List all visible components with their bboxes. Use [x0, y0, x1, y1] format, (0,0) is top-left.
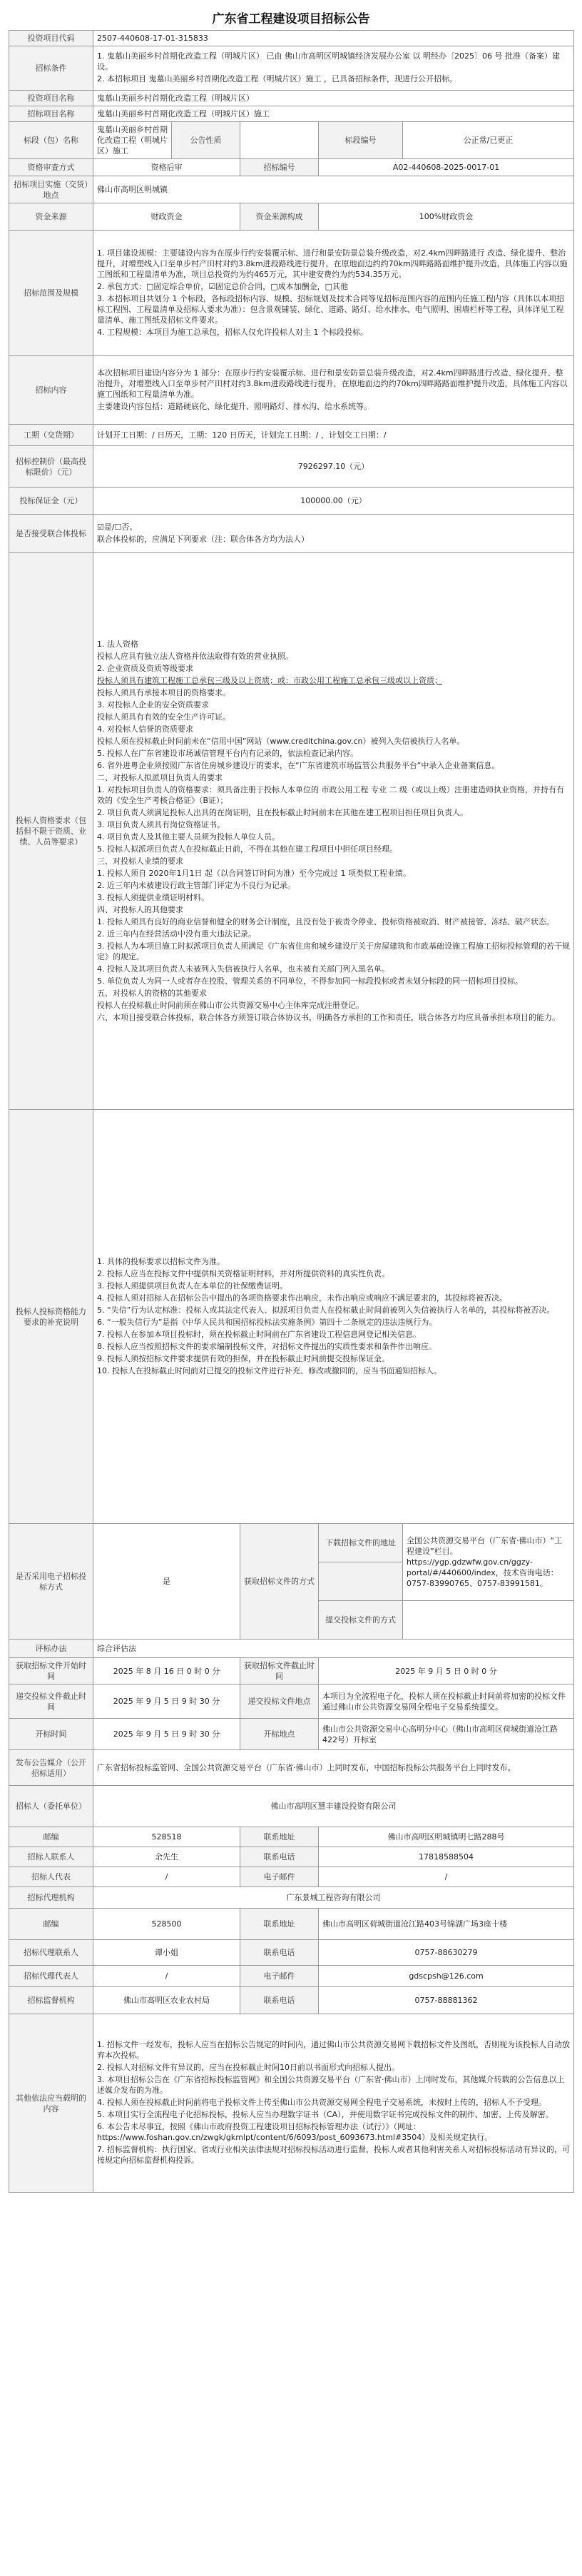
tenderer-zip-label: 邮编 — [9, 1827, 93, 1847]
qualification-line: 五、对投标人的资格的其他要求 — [97, 988, 207, 998]
tenderer-email-label: 电子邮件 — [240, 1867, 319, 1887]
row-tenderer-contact — [9, 1847, 574, 1867]
agency-rep: / — [93, 1966, 240, 1987]
bond-value: 100000.00（元） — [93, 488, 574, 515]
qualification-line: 投标人须具有有效的安全生产许可证。 — [97, 712, 230, 722]
qualification-line: 3. 项目负责人须具有岗位资格证书。 — [97, 819, 225, 829]
tender-project-name-label: 招标项目名称 — [9, 106, 93, 122]
bidding-conditions-label: 招标条件 — [9, 46, 93, 91]
qualification-line: 6. 省外进粤企业须按照广东省住房城乡建设厅的要求，在“广东省建筑市场监管公共服务平台”中录入企业备案信息。 — [97, 760, 500, 770]
qualification-line: 1. 对投标项目负责人的资格要求：须具备注册于投标人本单位的 市政公用工程 专业 二 级（或以上级）注册建造师执业资格，并持有有效的《安全生产考核合格证》（B证）； — [97, 784, 564, 805]
announce-type-value — [240, 122, 319, 159]
audit-value: 资格后审 — [93, 159, 240, 176]
agency-addr-label: 联系地址 — [240, 1909, 319, 1940]
funds-value: 财政资金 — [93, 203, 240, 231]
tenderer-addr-label: 联系地址 — [240, 1827, 319, 1847]
qualification-line: 投标人须具有承接本项目的资格要求。 — [97, 687, 230, 697]
e-bid-submit-label: 提交投标文件的方式 — [319, 1601, 403, 1640]
tender-content-label: 招标内容 — [9, 356, 93, 425]
row-bond — [9, 488, 574, 515]
row-max-price — [9, 446, 574, 488]
location-label: 招标项目实施（交货）地点 — [9, 176, 93, 203]
agency-email-label: 电子邮件 — [240, 1966, 319, 1987]
funds-ratio-label: 资金来源构成 — [240, 203, 319, 231]
row-other — [9, 2014, 574, 2193]
bidding-conditions-value — [93, 46, 574, 91]
row-submit-time — [9, 1684, 574, 1719]
capability-line: 10. 投标人在投标截止时间前对已提交的投标文件进行补充、修改或撤回的，应当书面通知招标人。 — [97, 1365, 441, 1375]
funds-ratio-value: 100%财政资金 — [319, 203, 574, 231]
announce-type-label: 公告性质 — [172, 122, 240, 159]
qualification-label: 投标人资格要求（包括但不限于资质、业绩、人员等要求） — [9, 553, 93, 1110]
row-bidding-conditions — [9, 46, 574, 91]
capability-line: 5. “失信”行为认定标准：投标人或其法定代表人、拟派项目负责人在投标截止时间前被列入失信被执行人名单的，其投标将被否决。 — [97, 1305, 555, 1315]
other-line: 7. 招标监督机构：执行国家、省或行业相关法律法规对招标投标活动进行监督，投标人或者其他利害关系人对招标投标活动有异议的，可按规定向招标监督机构投诉。 — [97, 2145, 570, 2165]
row-location — [9, 176, 574, 203]
scope-line: 1. 项目建设规模：主要建设内容为在原步行约安装覆示标、进行和景安防景总装升级改造，对2.4km四畔路进行 改造、绿化提升、整治提升，对增塑线入口至单步村产田村对约3.8km进段路线进行提升，在原地面边约约70km四畔路路面维护提升改造，具体施工内容以施工图纸和工程量清单为准，项目总投资约为约465万元，其中建安费约为约534.35万元。 — [97, 248, 568, 279]
supervisor-phone-label: 联系电话 — [240, 1987, 319, 2014]
other-line: 6. 本公告未尽事宜，按照《佛山市政府投资工程建设项目招标投标管理办法（试行）》（网址：https://www.foshan.gov.cn/zwgk/gkmlpt/content/6/6093/post_6093673.html#3504）及相关规定执行。 — [97, 2122, 493, 2142]
capability-line: 9. 投标人须按招标文件要求提供有效的担保，并在投标截止时间前提交投标保证金。 — [97, 1353, 389, 1363]
e-bid-value: 是 — [93, 1524, 240, 1640]
qualification-line: 三、对投标人业绩的要求 — [97, 856, 183, 866]
qualification-line: 5. 单位负责人为同一人或者存在控股、管理关系的不同单位，不得参加同一标段投标或者未划分标段的同一招标项目投标。 — [97, 976, 523, 986]
open-place-value: 佛山市公共资源交易中心高明分中心（佛山市高明区荷城街道沧江路422号）开标室 — [319, 1719, 574, 1750]
media-value: 广东省招标投标监管网、全国公共资源交易平台（广东省·佛山市）上同时发布，中国招标投标公共服务平台上同时发布。 — [93, 1750, 574, 1786]
open-time-label: 开标时间 — [9, 1719, 93, 1750]
row-tender-project-name — [9, 106, 574, 122]
project-code-label: 投资项目代码 — [9, 31, 93, 46]
row-qualification — [9, 553, 574, 1110]
qualification-line: 投标人须具有建筑工程施工总承包三级及以上资质；或：市政公用工程施工总承包三级或以上资质； — [97, 675, 442, 685]
tenderer-email: / — [319, 1867, 574, 1887]
other-line: 5. 本项目实行全流程电子化招标投标，投标人应当办理数字证书（CA），并使用数字证书完成投标文件的制作、加密、上传及解密。 — [97, 2110, 553, 2119]
bidding-conditions-line: 2. 本招标项目 鬼墓山美丽乡村首期化改造工程（明城片区）施工 ，已具备招标条件，现进行公开招标。 — [97, 74, 457, 84]
row-funds — [9, 203, 574, 231]
row-e-bid-1 — [9, 1524, 574, 1562]
row-audit — [9, 159, 574, 176]
row-agency — [9, 1887, 574, 1909]
agency-value: 广东景城工程咨询有限公司 — [93, 1887, 574, 1909]
row-scope — [9, 231, 574, 356]
audit-label: 资格审查方式 — [9, 159, 93, 176]
row-project-code — [9, 31, 574, 46]
qualification-line: 六、本项目接受联合体投标，联合体各方须签订联合体协议书，明确各方承担的工作和责任，联合体各方均应具备承担本项目的能力。 — [97, 1012, 560, 1022]
qualification-line: 1. 法人资格 — [97, 639, 138, 649]
agency-contact-label: 招标代理联系人 — [9, 1940, 93, 1966]
other-line: 1. 招标文件一经发布，投标人应当在招标公告规定的时间内，通过佛山市公共资源交易网下载招标文件及图纸，否则视为该投标人自动放弃本次投标。 — [97, 2040, 570, 2060]
capability-line: 3. 投标人须提供项目负责人在本单位的社保缴费证明。 — [97, 1281, 287, 1290]
qualification-line: 四、对投标人的其他要求 — [97, 904, 183, 914]
qualification-line: 2. 近三年内未被建设行政主管部门评定为不良行为记录。 — [97, 880, 295, 890]
tenderer-rep-label: 招标人代表 — [9, 1867, 93, 1887]
other-label: 其他依法应当载明的内容 — [9, 2014, 93, 2193]
qualification-line: 5. 投标人拟派项目负责人在投标截止日前，不得在其他在建工程项目中担任项目经理。 — [97, 844, 397, 854]
tenderer-zip: 528518 — [93, 1827, 240, 1847]
bond-label: 投标保证金（元） — [9, 488, 93, 515]
evaluation-value: 综合评估法 — [93, 1640, 574, 1658]
tenderer-contact-label: 招标人联系人 — [9, 1847, 93, 1867]
scope-line: 4. 工程规模：本项目为施工总承包，招标人仅允许投标人对主 1 个标段投标。 — [97, 327, 368, 337]
agency-phone: 0757-88630279 — [319, 1940, 574, 1966]
agency-addr: 佛山市高明区荷城街道沧江路403号锦湖广场3座十楼 — [319, 1909, 574, 1940]
media-label: 发布公告媒介（公开招标适用） — [9, 1750, 93, 1786]
qualification-line: 4. 对投标人信誉的资质要求 — [97, 724, 193, 734]
qualification-line: 投标人须在投标截止时间前未在“信用中国”网站（www.creditchina.gov.cn）被列入失信被执行人名单。 — [97, 736, 465, 746]
scope-line: 2. 承包方式：□固定综合单价，☑固定总价合同，□成本加酬金，□其他 — [97, 281, 349, 291]
qualification-line: 3. 投标人为本项目施工时拟派项目负责人须满足《广东省住房和城乡建设厅关于房屋建筑和市政基础设施工程施工招标投标管理的若干规定》的规定。 — [97, 941, 570, 961]
section-code-label: 标段编号 — [319, 122, 403, 159]
funds-label: 资金来源 — [9, 203, 93, 231]
submit-place-value: 本项目为全流程电子化，投标人须在投标截止时间前将加密的投标文件通过佛山市公共资源交易网全程电子交易系统提交。 — [319, 1684, 574, 1719]
qualification-line: 3. 投标人须提供业绩证明材料。 — [97, 892, 209, 902]
row-supervisor — [9, 1987, 574, 2014]
duration-label: 工期（交货期） — [9, 425, 93, 446]
scope-value — [93, 231, 574, 356]
qualification-value — [93, 553, 574, 1110]
e-bid-download-value: 全国公共资源交易平台（广东省·佛山市）“工程建设”栏目。https://ygp.gdzwfw.gov.cn/ggzy-portal/#/440600/index，技术咨询电话：0757-83990765、0757-83991581。 — [403, 1524, 574, 1601]
qualification-line: 2. 项目负责人须满足投标人出具的在岗证明，且在投标截止时间前未在其他在建工程项目担任项目负责人。 — [97, 807, 468, 817]
qualification-line: 4. 项目负责人及其他主要人员须为投标人单位人员。 — [97, 832, 280, 842]
get-time-end: 2025 年 9 月 5 日 0 时 0 分 — [319, 1658, 574, 1684]
tenderer-contact: 余先生 — [93, 1847, 240, 1867]
agency-label: 招标代理机构 — [9, 1887, 93, 1909]
audit-code-value: A02-440608-2025-0017-01 — [319, 159, 574, 176]
capability-label: 投标人投标资格能力要求的补充说明 — [9, 1110, 93, 1524]
agency-zip: 528500 — [93, 1909, 240, 1940]
evaluation-label: 评标办法 — [9, 1640, 93, 1658]
project-name-value: 鬼墓山美丽乡村首期化改造工程（明城片区） — [93, 91, 574, 106]
capability-line: 1. 具体的投标要求以招标文件为准。 — [97, 1256, 225, 1266]
capability-line: 2. 投标人应当在投标文件中提供相关资格证明材料，并对所提供资料的真实性负责。 — [97, 1268, 389, 1278]
get-time-start: 2025 年 8 月 16 日 0 时 0 分 — [93, 1658, 240, 1684]
duration-value: 计划开工日期：/ 日历天，工期：120 日历天，计划完工日期：/ ，计划交工日期：/ — [93, 425, 574, 446]
open-place-label: 开标地点 — [240, 1719, 319, 1750]
joint-bid-note: 联合体投标的，应满足下列要求（注：联合体各方均为法人） — [97, 534, 309, 544]
tender-content-line: 主要建设内容包括：道路硬底化、绿化提升、照明路灯、排水沟、给水系统等。 — [97, 401, 372, 411]
scope-label: 招标范围及规模 — [9, 231, 93, 356]
tenderer-label: 招标人（委托单位） — [9, 1786, 93, 1827]
agency-phone-label: 联系电话 — [240, 1940, 319, 1966]
qualification-line: 投标人在投标截止时间前须在佛山市公共资源交易中心主体库完成注册登记。 — [97, 1000, 364, 1010]
other-line: 3. 本项目招标公告在《广东省招标投标监管网》和全国公共资源交易平台（广东省·佛山市）上同时发布，其他媒介转载的公告信息以上述媒介发布的为准。 — [97, 2075, 565, 2095]
get-time-label: 获取招标文件开始时间 — [9, 1658, 93, 1684]
row-section — [9, 122, 574, 159]
section-label: 标段（包）名称 — [9, 122, 93, 159]
row-tenderer — [9, 1786, 574, 1827]
agency-email: gdscpsh@126.com — [319, 1966, 574, 1987]
row-capability — [9, 1110, 574, 1524]
e-bid-submit-value — [403, 1601, 574, 1640]
joint-bid-label: 是否接受联合体投标 — [9, 515, 93, 553]
max-price-value: 7926297.10（元） — [93, 446, 574, 488]
tenderer-value: 佛山市高明区慧丰建设投资有限公司 — [93, 1786, 574, 1827]
tenderer-phone: 17818588504 — [319, 1847, 574, 1867]
qualification-line: 1. 投标人须自 2020年1月1日 起（以合同签订时间为准）至今完成过 1 项类似工程业绩。 — [97, 868, 411, 878]
audit-code-label: 招标编号 — [240, 159, 319, 176]
joint-bid-choice: ☑是/☐否。 — [97, 522, 138, 532]
row-open-time — [9, 1719, 574, 1750]
section-code-value: 公正常/已更正 — [403, 122, 574, 159]
tenderer-phone-label: 联系电话 — [240, 1847, 319, 1867]
tenderer-rep: / — [93, 1867, 240, 1887]
qualification-line: 1. 投标人须具有良好的商业信誉和健全的财务会计制度，且没有处于被责令停业、投标资格被取消、财产被接管、冻结、破产状态。 — [97, 916, 554, 926]
row-joint-bid — [9, 515, 574, 553]
open-time-value: 2025 年 9 月 5 日 9 时 30 分 — [93, 1719, 240, 1750]
qualification-line: 3. 对投标人企业的安全资质要求 — [97, 699, 209, 709]
other-line: 2. 投标人对招标文件有异议的，应当在投标截止时间10日前以书面形式向招标人提出。 — [97, 2063, 399, 2072]
project-name-label: 投资项目名称 — [9, 91, 93, 106]
agency-zip-label: 邮编 — [9, 1909, 93, 1940]
capability-line: 6. “一般失信行为”是指《中华人民共和国招标投标法实施条例》第四十二条规定的违法违规行为。 — [97, 1317, 437, 1327]
e-bid-get-label: 获取招标文件的方式 — [240, 1524, 319, 1640]
max-price-label: 招标控制价（最高投标限价）（元） — [9, 446, 93, 488]
get-time-end-label: 获取招标文件截止时间 — [240, 1658, 319, 1684]
submit-place-label: 递交投标文件地点 — [240, 1684, 319, 1719]
section-value: 鬼墓山美丽乡村首期化改造工程（明城片区）施工 — [93, 122, 172, 159]
tender-content-line: 本次招标项目建设内容分为 1 部分：在原步行约安装覆示标、进行和景安防景总装升级改造，对2.4km四畔路进行改造、绿化提升、整治提升，对增塑线入口至单步村产田村对约3.8km进段路线进行提升，在原地面边约约70km四畔路路面维护提升改造，具体施工内容以施工图纸和工程量清单为准。 — [97, 368, 568, 399]
capability-line: 8. 投标人应当按照招标文件的要求编制投标文件，对招标文件提出的实质性要求和条件作出响应。 — [97, 1341, 436, 1351]
row-agency-addr — [9, 1909, 574, 1940]
capability-line: 4. 投标人须对招标人在招标公告中提出的各项资格要求作出响应，未作出响应或响应不满足要求的，其投标将被否决。 — [97, 1293, 507, 1303]
submit-time-label: 递交投标文件截止时间 — [9, 1684, 93, 1719]
bidding-conditions-line: 1. 鬼墓山美丽乡村首期化改造工程（明城片区） 已由 佛山市高明区明城镇经济发展办公室 以 明经办〔2025〕06 号 批准（备案）建设。 — [97, 51, 560, 71]
agency-contact: 谭小姐 — [93, 1940, 240, 1966]
row-tenderer-rep — [9, 1867, 574, 1887]
row-tender-content — [9, 356, 574, 425]
qualification-line: 2. 企业资质及资质等级要求 — [97, 663, 193, 673]
qualification-line: 投标人应具有独立法人资格并依法取得有效的营业执照。 — [97, 651, 293, 661]
qualification-line: 二、对投标人拟派项目负责人的要求 — [97, 772, 223, 782]
row-tenderer-addr — [9, 1827, 574, 1847]
tender-project-name-value: 鬼墓山美丽乡村首期化改造工程（明城片区）施工 — [93, 106, 574, 122]
row-get-time — [9, 1658, 574, 1684]
agency-rep-label: 招标代理代表人 — [9, 1966, 93, 1987]
submit-time-value: 2025 年 9 月 5 日 9 时 30 分 — [93, 1684, 240, 1719]
other-value — [93, 2014, 574, 2193]
tender-content-value — [93, 356, 574, 425]
project-code-value: 2507-440608-17-01-315833 — [93, 31, 574, 46]
notice-table — [9, 30, 574, 2193]
qualification-line: 2. 近三年内在经营活动中没有重大违法记录。 — [97, 929, 256, 939]
row-project-name — [9, 91, 574, 106]
row-duration — [9, 425, 574, 446]
qualification-line: 5. 投标人在广东省建设市场诚信管理平台内有记录的，依法检查记录内容。 — [97, 748, 358, 758]
row-evaluation — [9, 1640, 574, 1658]
supervisor-label: 招标监督机构 — [9, 1987, 93, 2014]
scope-line: 3. 本招标项目共划分 1 个标段，各标段招标内容、规模、招标规划及技术合同等见招标范围内容的范围内任施工程内容（具体以本项招标工程图、工程量清单及招标人要求为准）：包含景观铺装、绿化、道路、路灯、给水排水、电气照明、围墙栏杆等工程，具体详见工程量清单、施工图纸及招标文件要求。 — [97, 293, 564, 325]
row-agency-rep — [9, 1966, 574, 1987]
page-title: 广东省工程建设项目招标公告 — [212, 12, 370, 26]
capability-value — [93, 1110, 574, 1524]
joint-bid-value — [93, 515, 574, 553]
qualification-line: 4. 投标人及其项目负责人未被列入失信被执行人名单，也未被有关部门列入黑名单。 — [97, 964, 389, 974]
row-agency-contact — [9, 1940, 574, 1966]
e-bid-download-label: 下载招标文件的地址 — [319, 1524, 403, 1562]
capability-line: 7. 投标人在参加本项目投标时，须在投标截止时间前在广东省建设工程信息网登记相关信息。 — [97, 1329, 421, 1339]
location-value: 佛山市高明区明城镇 — [93, 176, 574, 203]
supervisor-value: 佛山市高明区农业农村局 — [93, 1987, 240, 2014]
supervisor-phone: 0757-88881362 — [319, 1987, 574, 2014]
other-line: 4. 投标人须在投标截止时间前将电子投标文件上传至佛山市公共资源交易网全程电子交易系统，未按时上传的，招标人不予受理。 — [97, 2098, 546, 2107]
e-bid-blank-cell — [319, 1562, 403, 1601]
row-media — [9, 1750, 574, 1786]
tenderer-addr: 佛山市高明区明城镇明七路288号 — [319, 1827, 574, 1847]
e-bid-label: 是否采用电子招标投标方式 — [9, 1524, 93, 1640]
